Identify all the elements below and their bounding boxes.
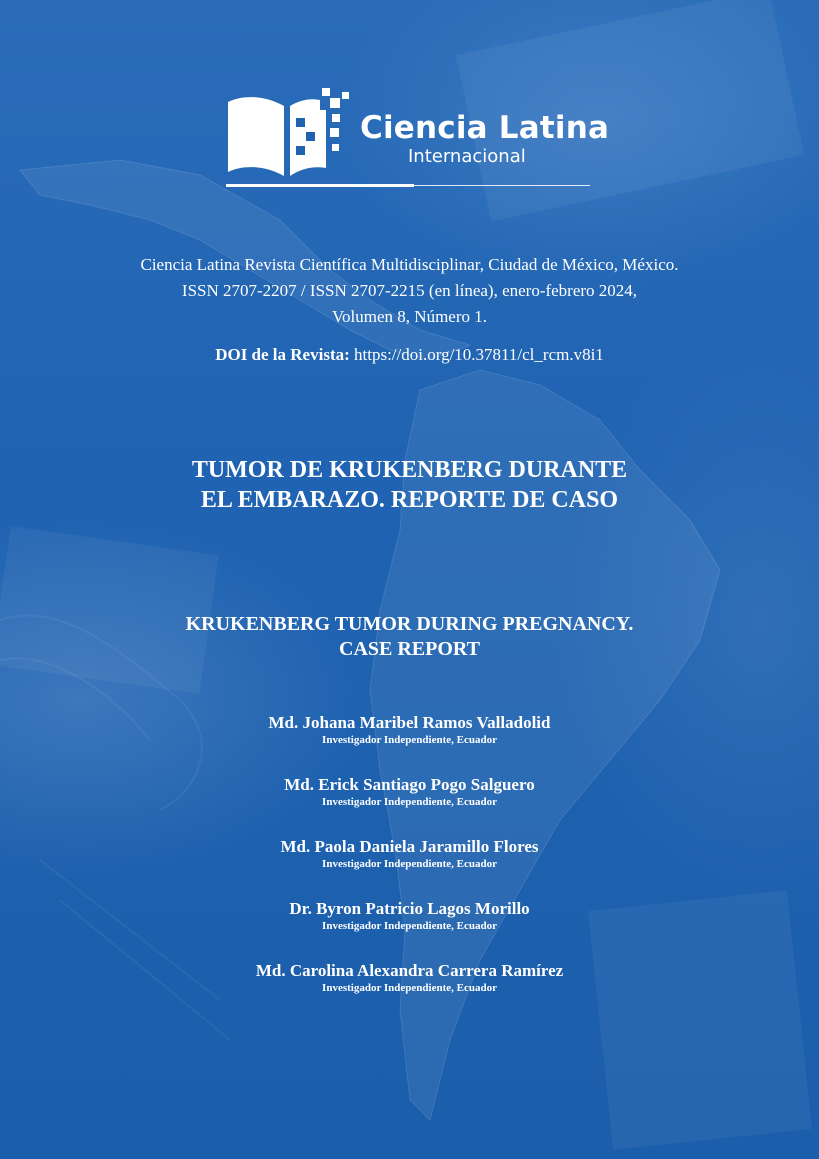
journal-info	[40, 252, 779, 368]
author-name: Md. Erick Santiago Pogo Salguero	[284, 775, 535, 794]
title-es-line-2: EL EMBARAZO. REPORTE DE CASO	[200, 487, 619, 513]
header-divider-thick	[226, 184, 414, 187]
doi-link[interactable]: https://doi.org/10.37811/cl_rcm.v8i1	[349, 345, 604, 364]
author-affiliation: Investigador Independiente, Ecuador	[322, 858, 497, 870]
journal-line-2: ISSN 2707-2207 / ISSN 2707-2215 (en línea), enero-febrero 2024,	[181, 281, 638, 300]
brand-name: Ciencia Latina	[360, 110, 610, 146]
title-en-line-2: CASE REPORT	[339, 638, 480, 660]
journal-doi	[40, 342, 779, 368]
journal-header	[0, 88, 819, 198]
article-title-english	[40, 612, 779, 662]
header-divider-thin	[414, 185, 590, 186]
author-affiliation: Investigador Independiente, Ecuador	[322, 982, 497, 994]
author-list	[40, 712, 779, 1022]
author-name: Md. Paola Daniela Jaramillo Flores	[280, 837, 539, 856]
author-affiliation: Investigador Independiente, Ecuador	[322, 920, 497, 932]
author-name: Dr. Byron Patricio Lagos Morillo	[289, 899, 530, 918]
article-title-spanish	[40, 455, 779, 515]
author-entry	[40, 960, 779, 1022]
brand-subtitle: Internacional	[408, 146, 526, 167]
author-entry	[40, 774, 779, 836]
author-entry	[40, 836, 779, 898]
author-name: Md. Carolina Alexandra Carrera Ramírez	[255, 961, 564, 980]
author-name: Md. Johana Maribel Ramos Valladolid	[268, 713, 551, 732]
journal-line-1: Ciencia Latina Revista Científica Multidisciplinar, Ciudad de México, México.	[140, 255, 679, 274]
doi-label: DOI de la Revista:	[215, 345, 350, 364]
title-es-line-1: TUMOR DE KRUKENBERG DURANTE	[191, 457, 628, 483]
author-affiliation: Investigador Independiente, Ecuador	[322, 734, 497, 746]
author-entry	[40, 898, 779, 960]
author-entry	[40, 712, 779, 774]
open-book-pixel-logo-icon	[226, 88, 351, 178]
title-en-line-1: KRUKENBERG TUMOR DURING PREGNANCY.	[185, 613, 634, 635]
author-affiliation: Investigador Independiente, Ecuador	[322, 796, 497, 808]
journal-line-3: Volumen 8, Número 1.	[331, 307, 488, 326]
